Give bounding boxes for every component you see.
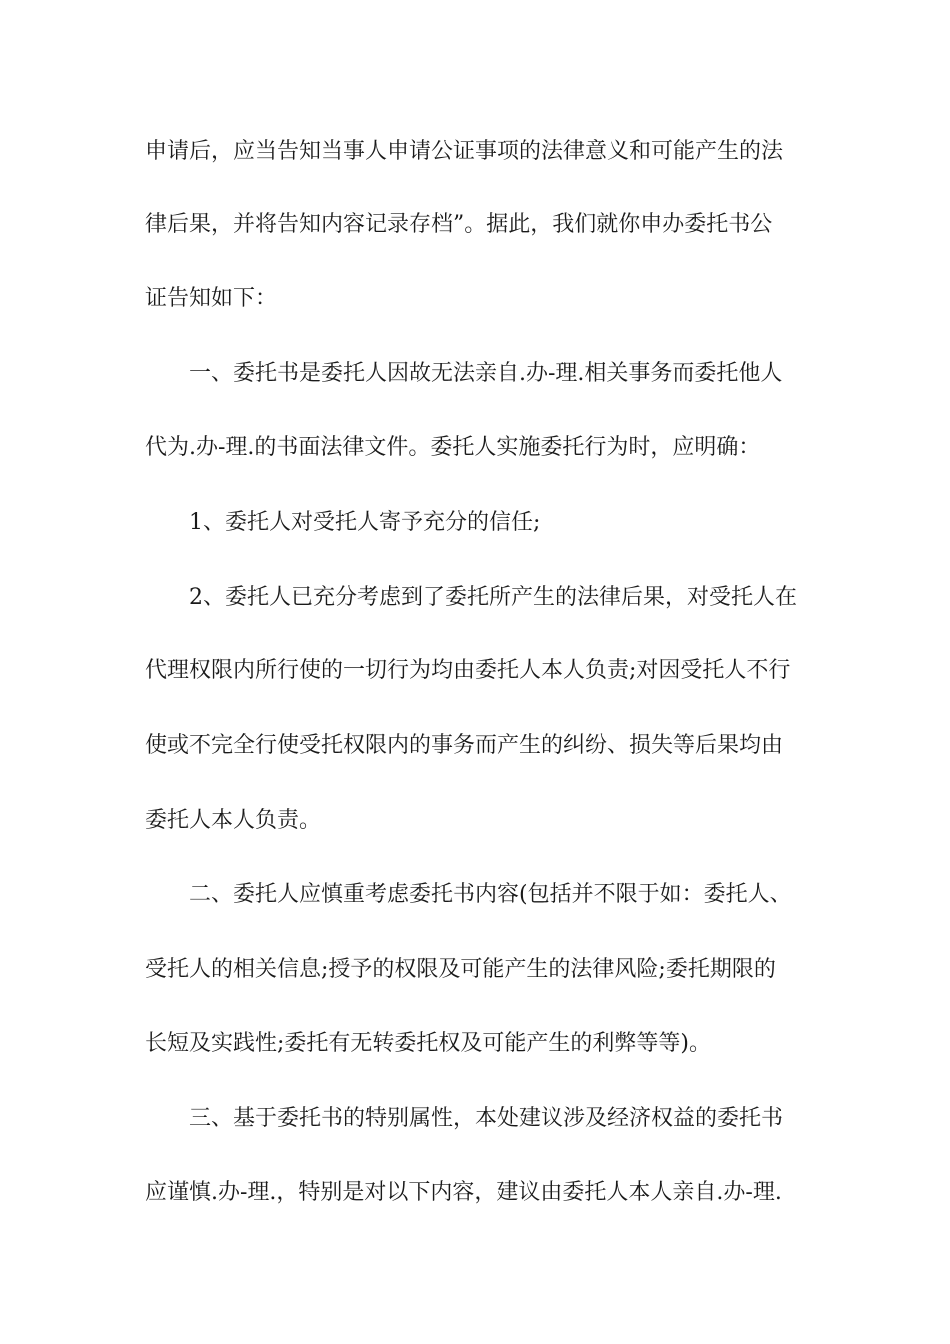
paragraph-line: 律后果，并将告知内容记录存档”。据此，我们就你申办委托书公	[145, 212, 773, 237]
paragraph-line: 受托人的相关信息;授予的权限及可能产生的法律风险;委托期限的	[145, 957, 776, 982]
paragraph-line: 二、委托人应慎重考虑委托书内容(包括并不限于如：委托人、	[189, 882, 792, 907]
paragraph-line: 委托人本人负责。	[145, 808, 322, 833]
paragraph-line: 证告知如下：	[145, 286, 278, 311]
paragraph-line: 一、委托书是委托人因故无法亲自.办-理.相关事务而委托他人	[189, 361, 783, 386]
paragraph-line: 1、委托人对受托人寄予充分的信任;	[189, 510, 541, 535]
paragraph-line: 代理权限内所行使的一切行为均由委托人本人负责;对因受托人不行	[145, 658, 791, 683]
paragraph-line: 2、委托人已充分考虑到了委托所产生的法律后果，对受托人在	[189, 585, 797, 610]
paragraph-line: 三、基于委托书的特别属性，本处建议涉及经济权益的委托书	[189, 1106, 784, 1131]
paragraph-line: 申请后，应当告知当事人申请公证事项的法律意义和可能产生的法	[145, 139, 784, 164]
paragraph-line: 长短及实践性;委托有无转委托权及可能产生的利弊等等)。	[145, 1031, 711, 1056]
paragraph-line: 使或不完全行使受托权限内的事务而产生的纠纷、损失等后果均由	[145, 733, 784, 758]
paragraph-line: 应谨慎.办-理.，特别是对以下内容，建议由委托人本人亲自.办-理.	[145, 1180, 782, 1205]
paragraph-line: 代为.办-理.的书面法律文件。委托人实施委托行为时，应明确：	[145, 435, 761, 460]
